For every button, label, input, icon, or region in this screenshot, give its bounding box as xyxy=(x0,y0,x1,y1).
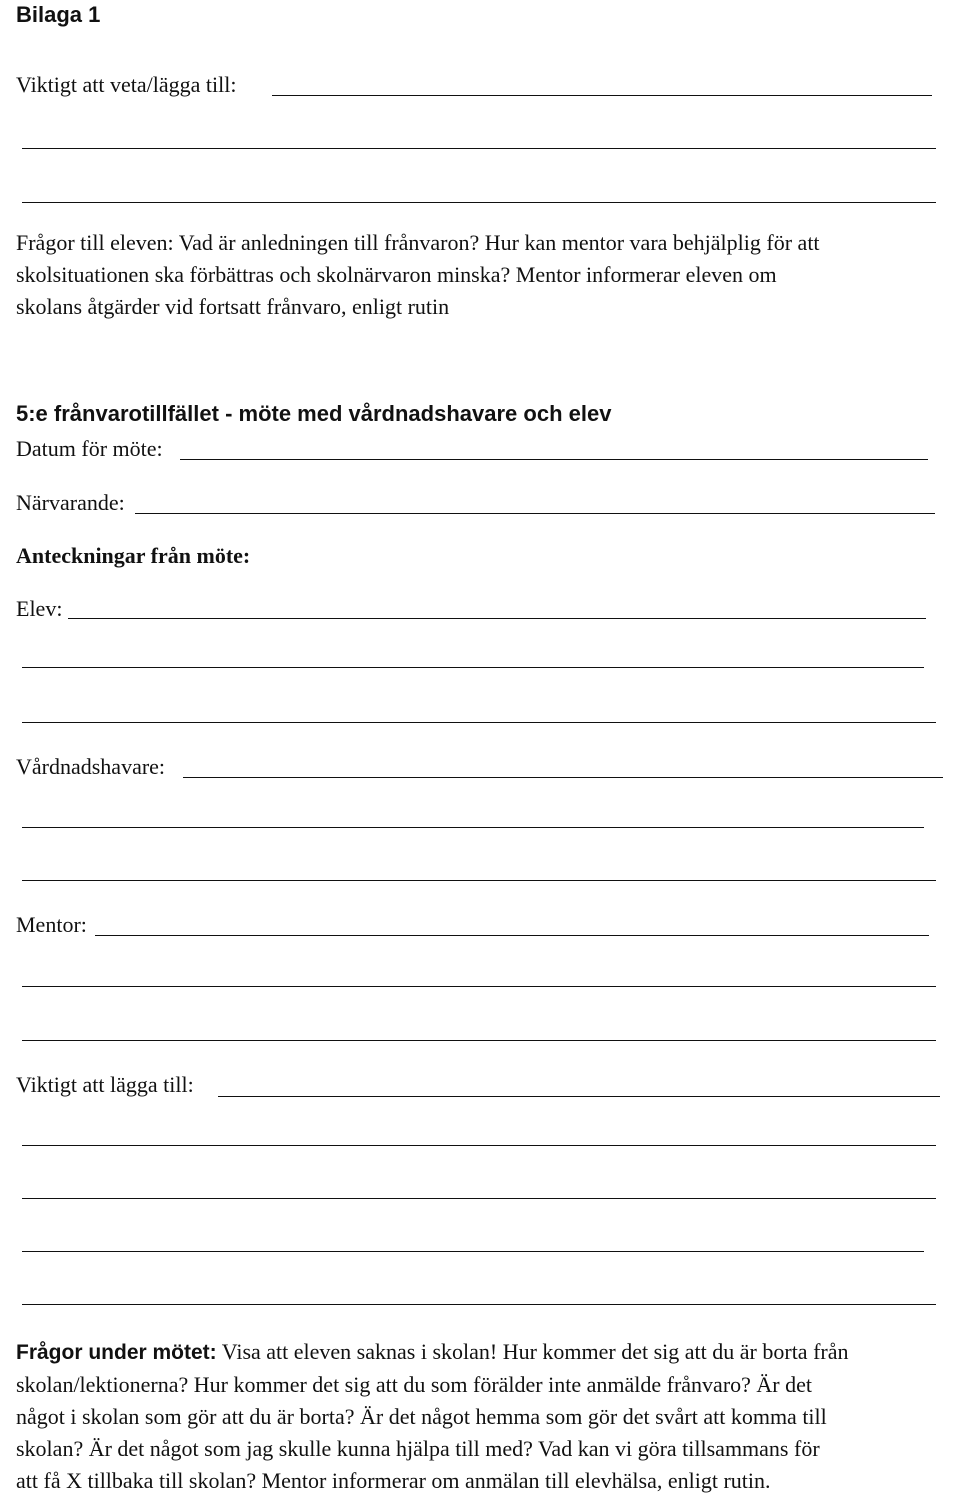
meeting-questions-line: skolan/lektionerna? Hur kommer det sig att du som förälder inte anmälde frånvaro? Är det xyxy=(16,1372,813,1397)
student-questions-line: skolans åtgärder vid fortsatt frånvaro, enligt rutin xyxy=(16,294,450,319)
guardian-label: Vårdnadshavare: xyxy=(16,754,166,779)
student-questions-line: skolsituationen ska förbättras och skolnärvaron minska? Mentor informerar eleven om xyxy=(16,262,777,287)
guardian-line[interactable] xyxy=(22,827,924,828)
mentor-line[interactable] xyxy=(95,935,929,936)
meeting-date-line[interactable] xyxy=(180,459,928,460)
important-line[interactable] xyxy=(272,95,932,96)
mentor-line[interactable] xyxy=(22,986,936,987)
meeting-questions-lead: Frågor under mötet: xyxy=(16,1341,217,1364)
important-line[interactable] xyxy=(22,202,936,203)
important-line[interactable] xyxy=(22,148,936,149)
meeting-questions xyxy=(16,1336,948,1497)
mentor-line[interactable] xyxy=(22,1040,936,1041)
present-line[interactable] xyxy=(135,513,935,514)
add-line[interactable] xyxy=(22,1251,924,1252)
add-line[interactable] xyxy=(22,1198,936,1199)
student-line[interactable] xyxy=(22,667,924,668)
student-questions xyxy=(16,227,948,323)
meeting-date-label: Datum för möte: xyxy=(16,436,163,461)
important-label: Viktigt att veta/lägga till: xyxy=(16,72,237,97)
student-line[interactable] xyxy=(68,618,926,619)
add-line[interactable] xyxy=(22,1145,936,1146)
student-questions-line: Frågor till eleven: Vad är anledningen till frånvaron? Hur kan mentor vara behjälplig för att xyxy=(16,230,820,255)
meeting-questions-line xyxy=(16,1336,948,1369)
student-label: Elev: xyxy=(16,596,63,621)
guardian-line[interactable] xyxy=(183,777,943,778)
mentor-label: Mentor: xyxy=(16,912,87,937)
meeting-questions-line: något i skolan som gör att du är borta? Är det något hemma som gör det svårt att komma till xyxy=(16,1404,827,1429)
page-heading: Bilaga 1 xyxy=(16,2,101,27)
section-title: 5:e frånvarotillfället - möte med vårdnadshavare och elev xyxy=(16,401,612,426)
notes-heading: Anteckningar från möte: xyxy=(16,543,251,568)
student-line[interactable] xyxy=(22,722,936,723)
meeting-questions-line: att få X tillbaka till skolan? Mentor informerar om anmälan till elevhälsa, enligt rutin. xyxy=(16,1468,771,1493)
meeting-questions-line: skolan? Är det något som jag skulle kunna hjälpa till med? Vad kan vi göra tillsammans för xyxy=(16,1436,820,1461)
guardian-line[interactable] xyxy=(22,880,936,881)
add-label: Viktigt att lägga till: xyxy=(16,1072,194,1097)
meeting-questions-text: Visa att eleven saknas i skolan! Hur kommer det sig att du är borta från xyxy=(216,1339,849,1364)
add-line[interactable] xyxy=(218,1096,940,1097)
add-line[interactable] xyxy=(22,1304,936,1305)
present-label: Närvarande: xyxy=(16,490,125,515)
